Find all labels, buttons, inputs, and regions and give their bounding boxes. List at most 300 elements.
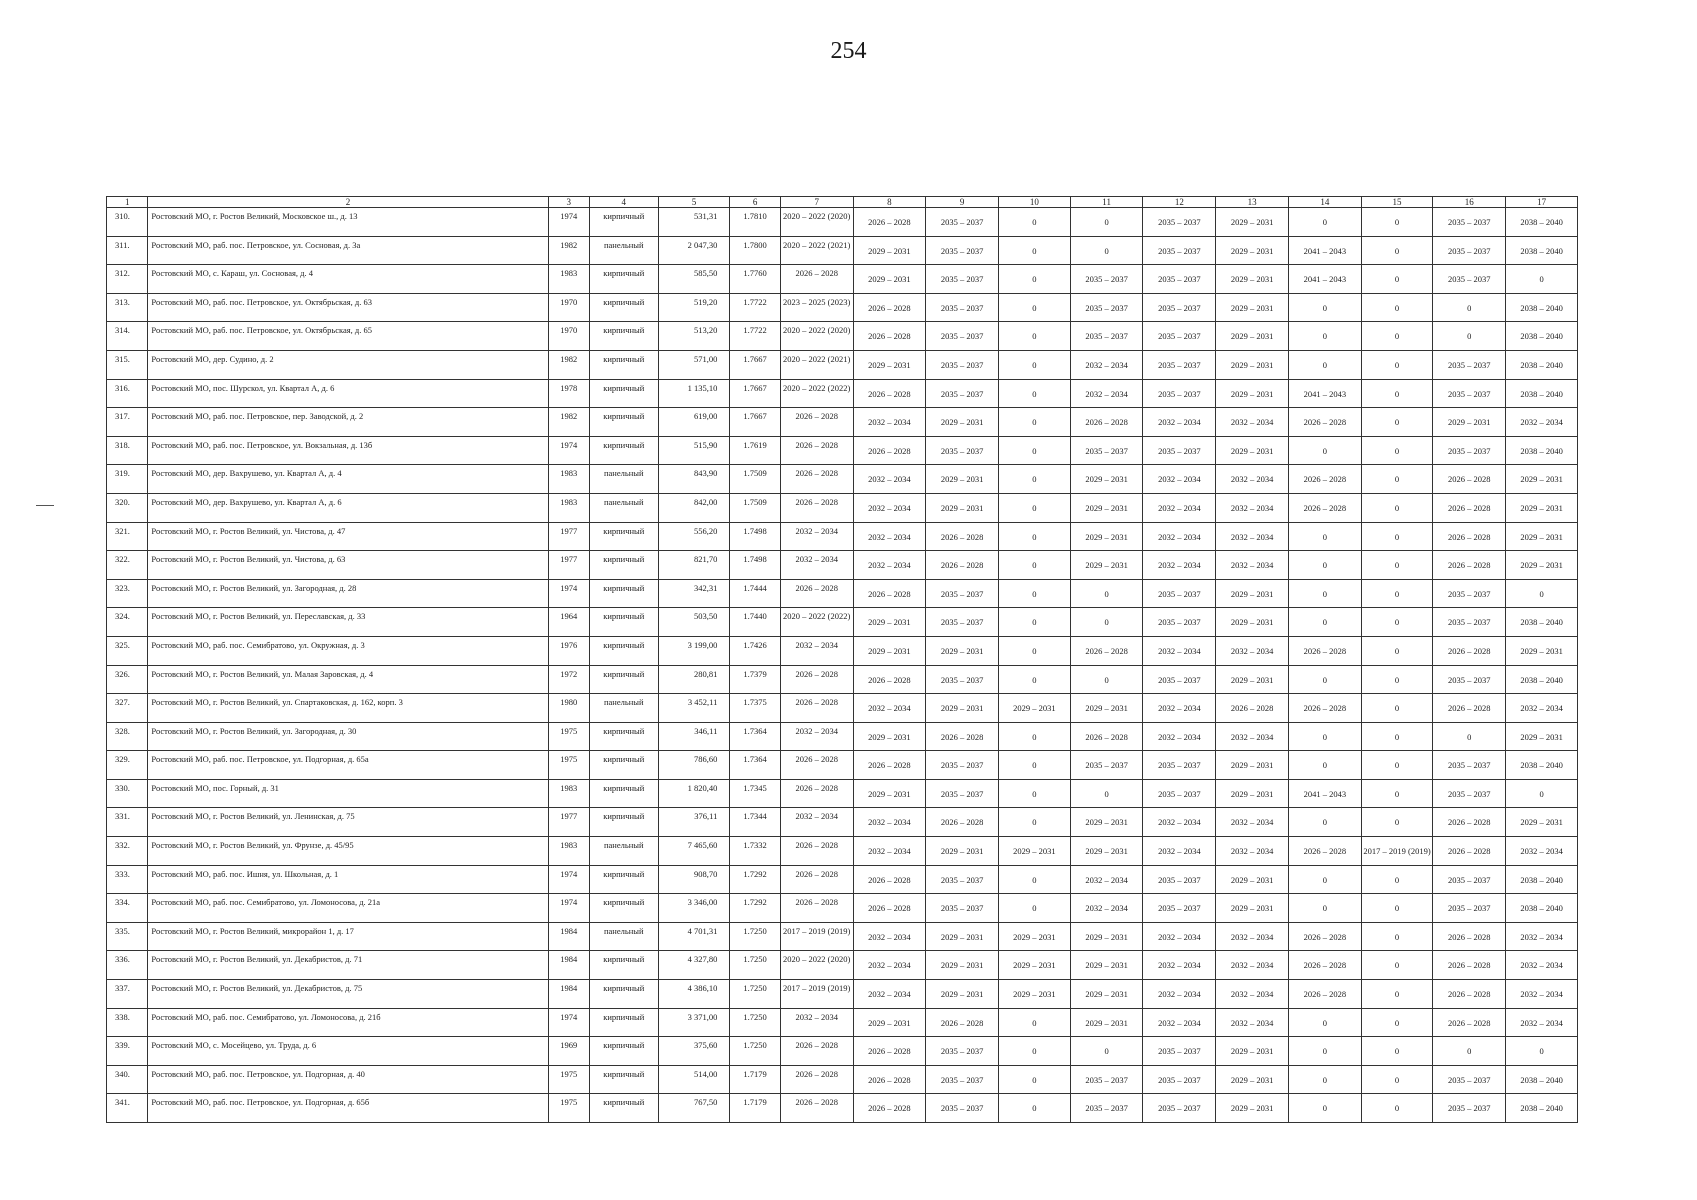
column-number-8: 8 (853, 197, 926, 208)
row-number-cell: 313. (107, 293, 148, 322)
period-10-cell: 0 (999, 408, 1071, 437)
period-8-cell: 2032 – 2034 (853, 808, 926, 837)
ratio-cell: 1.7364 (730, 751, 781, 780)
address-cell: Ростовский МО, раб. пос. Петровское, ул. Подгорная, д. 65а (148, 751, 548, 780)
period-10-cell: 0 (999, 779, 1071, 808)
period-9-cell: 2029 – 2031 (926, 980, 999, 1009)
period-8-cell: 2032 – 2034 (853, 493, 926, 522)
address-cell: Ростовский МО, г. Ростов Великий, ул. Малая Заровская, д. 4 (148, 665, 548, 694)
address-cell: Ростовский МО, пос. Шурскол, ул. Квартал А, д. 6 (148, 379, 548, 408)
table-body (107, 208, 1578, 1123)
ratio-cell: 1.7810 (730, 208, 781, 237)
period-8-cell: 2029 – 2031 (853, 236, 926, 265)
column-number-1: 1 (107, 197, 148, 208)
table-row (107, 722, 1578, 751)
period-10-cell: 0 (999, 1008, 1071, 1037)
table-row (107, 779, 1578, 808)
ratio-cell: 1.7444 (730, 579, 781, 608)
period-15-cell: 0 (1361, 522, 1433, 551)
period-15-cell: 0 (1361, 1094, 1433, 1123)
period-10-cell: 0 (999, 322, 1071, 351)
period-15-cell: 0 (1361, 865, 1433, 894)
area-cell: 503,50 (658, 608, 730, 637)
ratio-cell: 1.7292 (730, 865, 781, 894)
period-17-cell: 2029 – 2031 (1506, 465, 1578, 494)
period-16-cell: 2035 – 2037 (1433, 436, 1506, 465)
period-14-cell: 0 (1288, 1037, 1361, 1066)
area-cell: 342,31 (658, 579, 730, 608)
period-12-cell: 2032 – 2034 (1143, 951, 1216, 980)
period-11-cell: 2032 – 2034 (1070, 379, 1143, 408)
period-7-cell: 2017 – 2019 (2019) (780, 922, 853, 951)
ratio-cell: 1.7800 (730, 236, 781, 265)
address-cell: Ростовский МО, раб. пос. Петровское, ул. Подгорная, д. 40 (148, 1065, 548, 1094)
ratio-cell: 1.7440 (730, 608, 781, 637)
column-number-5: 5 (658, 197, 730, 208)
period-16-cell: 0 (1433, 1037, 1506, 1066)
period-11-cell: 2035 – 2037 (1070, 1094, 1143, 1123)
period-17-cell: 2029 – 2031 (1506, 522, 1578, 551)
period-11-cell: 2029 – 2031 (1070, 465, 1143, 494)
row-number-cell: 315. (107, 350, 148, 379)
wall-material-cell: кирпичный (589, 379, 658, 408)
period-17-cell: 2038 – 2040 (1506, 894, 1578, 923)
row-number-cell: 317. (107, 408, 148, 437)
period-12-cell: 2032 – 2034 (1143, 1008, 1216, 1037)
period-13-cell: 2032 – 2034 (1216, 493, 1289, 522)
period-12-cell: 2032 – 2034 (1143, 837, 1216, 866)
wall-material-cell: кирпичный (589, 1094, 658, 1123)
wall-material-cell: кирпичный (589, 980, 658, 1009)
ratio-cell: 1.7292 (730, 894, 781, 923)
period-7-cell: 2026 – 2028 (780, 779, 853, 808)
table-row (107, 922, 1578, 951)
period-15-cell: 0 (1361, 579, 1433, 608)
period-9-cell: 2035 – 2037 (926, 751, 999, 780)
period-14-cell: 2041 – 2043 (1288, 779, 1361, 808)
period-14-cell: 2026 – 2028 (1288, 465, 1361, 494)
period-13-cell: 2029 – 2031 (1216, 436, 1289, 465)
period-17-cell: 2038 – 2040 (1506, 865, 1578, 894)
period-14-cell: 0 (1288, 1094, 1361, 1123)
area-cell: 1 820,40 (658, 779, 730, 808)
period-8-cell: 2032 – 2034 (853, 980, 926, 1009)
period-12-cell: 2035 – 2037 (1143, 1037, 1216, 1066)
period-14-cell: 2026 – 2028 (1288, 980, 1361, 1009)
year-built-cell: 1974 (548, 865, 589, 894)
period-12-cell: 2032 – 2034 (1143, 980, 1216, 1009)
row-number-cell: 334. (107, 894, 148, 923)
period-17-cell: 2038 – 2040 (1506, 436, 1578, 465)
period-12-cell: 2035 – 2037 (1143, 1094, 1216, 1123)
table-row (107, 951, 1578, 980)
period-14-cell: 2041 – 2043 (1288, 379, 1361, 408)
period-15-cell: 0 (1361, 1008, 1433, 1037)
period-11-cell: 2026 – 2028 (1070, 408, 1143, 437)
table-row (107, 465, 1578, 494)
period-17-cell: 0 (1506, 265, 1578, 294)
year-built-cell: 1974 (548, 579, 589, 608)
ratio-cell: 1.7509 (730, 465, 781, 494)
wall-material-cell: кирпичный (589, 322, 658, 351)
row-number-cell: 331. (107, 808, 148, 837)
row-number-cell: 310. (107, 208, 148, 237)
period-15-cell: 0 (1361, 665, 1433, 694)
period-13-cell: 2026 – 2028 (1216, 694, 1289, 723)
period-16-cell: 2026 – 2028 (1433, 922, 1506, 951)
period-12-cell: 2032 – 2034 (1143, 408, 1216, 437)
wall-material-cell: кирпичный (589, 722, 658, 751)
period-16-cell: 0 (1433, 293, 1506, 322)
address-cell: Ростовский МО, г. Ростов Великий, ул. Фрунзе, д. 45/95 (148, 837, 548, 866)
wall-material-cell: кирпичный (589, 636, 658, 665)
area-cell: 375,60 (658, 1037, 730, 1066)
period-9-cell: 2035 – 2037 (926, 236, 999, 265)
address-cell: Ростовский МО, раб. пос. Петровское, ул. Октябрьская, д. 65 (148, 322, 548, 351)
period-16-cell: 2035 – 2037 (1433, 665, 1506, 694)
period-10-cell: 0 (999, 1037, 1071, 1066)
period-13-cell: 2029 – 2031 (1216, 1094, 1289, 1123)
table-row (107, 236, 1578, 265)
period-14-cell: 0 (1288, 865, 1361, 894)
period-7-cell: 2026 – 2028 (780, 665, 853, 694)
table-row (107, 1037, 1578, 1066)
period-7-cell: 2026 – 2028 (780, 1065, 853, 1094)
address-cell: Ростовский МО, раб. пос. Петровское, пер. Заводской, д. 2 (148, 408, 548, 437)
area-cell: 821,70 (658, 551, 730, 580)
period-12-cell: 2035 – 2037 (1143, 379, 1216, 408)
column-number-header (107, 197, 1578, 208)
period-17-cell: 2032 – 2034 (1506, 980, 1578, 1009)
period-9-cell: 2035 – 2037 (926, 436, 999, 465)
table-row (107, 293, 1578, 322)
table-row (107, 608, 1578, 637)
period-12-cell: 2035 – 2037 (1143, 751, 1216, 780)
period-11-cell: 2029 – 2031 (1070, 951, 1143, 980)
wall-material-cell: панельный (589, 837, 658, 866)
period-14-cell: 0 (1288, 522, 1361, 551)
table-row (107, 751, 1578, 780)
period-8-cell: 2026 – 2028 (853, 579, 926, 608)
period-14-cell: 0 (1288, 322, 1361, 351)
period-17-cell: 2029 – 2031 (1506, 722, 1578, 751)
area-cell: 842,00 (658, 493, 730, 522)
period-17-cell: 2038 – 2040 (1506, 236, 1578, 265)
period-14-cell: 2026 – 2028 (1288, 837, 1361, 866)
row-number-cell: 340. (107, 1065, 148, 1094)
period-16-cell: 2026 – 2028 (1433, 837, 1506, 866)
period-13-cell: 2029 – 2031 (1216, 579, 1289, 608)
period-10-cell: 0 (999, 608, 1071, 637)
area-cell: 571,00 (658, 350, 730, 379)
period-8-cell: 2026 – 2028 (853, 322, 926, 351)
period-8-cell: 2029 – 2031 (853, 265, 926, 294)
period-12-cell: 2035 – 2037 (1143, 236, 1216, 265)
period-16-cell: 2026 – 2028 (1433, 1008, 1506, 1037)
period-9-cell: 2029 – 2031 (926, 493, 999, 522)
address-cell: Ростовский МО, раб. пос. Петровское, ул. Октябрьская, д. 63 (148, 293, 548, 322)
row-number-cell: 323. (107, 579, 148, 608)
period-17-cell: 2032 – 2034 (1506, 837, 1578, 866)
area-cell: 3 371,00 (658, 1008, 730, 1037)
address-cell: Ростовский МО, с. Мосейцево, ул. Труда, д. 6 (148, 1037, 548, 1066)
period-16-cell: 2026 – 2028 (1433, 694, 1506, 723)
period-16-cell: 2026 – 2028 (1433, 522, 1506, 551)
period-11-cell: 2029 – 2031 (1070, 1008, 1143, 1037)
period-7-cell: 2026 – 2028 (780, 436, 853, 465)
year-built-cell: 1974 (548, 208, 589, 237)
table-row (107, 636, 1578, 665)
period-9-cell: 2029 – 2031 (926, 837, 999, 866)
year-built-cell: 1983 (548, 265, 589, 294)
ratio-cell: 1.7426 (730, 636, 781, 665)
table-row (107, 894, 1578, 923)
wall-material-cell: кирпичный (589, 551, 658, 580)
period-10-cell: 0 (999, 808, 1071, 837)
period-13-cell: 2029 – 2031 (1216, 379, 1289, 408)
row-number-cell: 314. (107, 322, 148, 351)
ratio-cell: 1.7375 (730, 694, 781, 723)
column-number-6: 6 (730, 197, 781, 208)
period-16-cell: 2035 – 2037 (1433, 579, 1506, 608)
period-15-cell: 0 (1361, 751, 1433, 780)
period-11-cell: 2029 – 2031 (1070, 694, 1143, 723)
address-cell: Ростовский МО, раб. пос. Петровское, ул. Подгорная, д. 65б (148, 1094, 548, 1123)
period-13-cell: 2029 – 2031 (1216, 894, 1289, 923)
period-11-cell: 2029 – 2031 (1070, 493, 1143, 522)
period-9-cell: 2029 – 2031 (926, 465, 999, 494)
period-11-cell: 2035 – 2037 (1070, 436, 1143, 465)
period-8-cell: 2026 – 2028 (853, 379, 926, 408)
period-13-cell: 2029 – 2031 (1216, 293, 1289, 322)
period-8-cell: 2029 – 2031 (853, 722, 926, 751)
period-9-cell: 2035 – 2037 (926, 293, 999, 322)
period-10-cell: 0 (999, 465, 1071, 494)
period-14-cell: 2026 – 2028 (1288, 493, 1361, 522)
table-row (107, 208, 1578, 237)
period-16-cell: 0 (1433, 722, 1506, 751)
period-14-cell: 0 (1288, 1008, 1361, 1037)
period-10-cell: 0 (999, 551, 1071, 580)
year-built-cell: 1982 (548, 408, 589, 437)
area-cell: 3 346,00 (658, 894, 730, 923)
address-cell: Ростовский МО, г. Ростов Великий, ул. Чистова, д. 47 (148, 522, 548, 551)
period-13-cell: 2029 – 2031 (1216, 350, 1289, 379)
table-row (107, 980, 1578, 1009)
row-number-cell: 327. (107, 694, 148, 723)
ratio-cell: 1.7509 (730, 493, 781, 522)
period-12-cell: 2032 – 2034 (1143, 922, 1216, 951)
period-10-cell: 0 (999, 208, 1071, 237)
period-12-cell: 2032 – 2034 (1143, 722, 1216, 751)
wall-material-cell: кирпичный (589, 208, 658, 237)
period-13-cell: 2032 – 2034 (1216, 837, 1289, 866)
address-cell: Ростовский МО, раб. пос. Семибратово, ул. Окружная, д. 3 (148, 636, 548, 665)
period-15-cell: 0 (1361, 722, 1433, 751)
period-15-cell: 2017 – 2019 (2019) (1361, 837, 1433, 866)
column-number-15: 15 (1361, 197, 1433, 208)
period-9-cell: 2035 – 2037 (926, 665, 999, 694)
table-row (107, 865, 1578, 894)
period-7-cell: 2017 – 2019 (2019) (780, 980, 853, 1009)
year-built-cell: 1964 (548, 608, 589, 637)
ratio-cell: 1.7250 (730, 922, 781, 951)
ratio-cell: 1.7250 (730, 1008, 781, 1037)
year-built-cell: 1974 (548, 894, 589, 923)
period-11-cell: 0 (1070, 208, 1143, 237)
table-row (107, 408, 1578, 437)
period-10-cell: 0 (999, 894, 1071, 923)
period-10-cell: 0 (999, 236, 1071, 265)
year-built-cell: 1975 (548, 751, 589, 780)
row-number-cell: 320. (107, 493, 148, 522)
period-11-cell: 0 (1070, 236, 1143, 265)
year-built-cell: 1977 (548, 551, 589, 580)
period-8-cell: 2026 – 2028 (853, 1065, 926, 1094)
area-cell: 908,70 (658, 865, 730, 894)
year-built-cell: 1984 (548, 980, 589, 1009)
period-7-cell: 2020 – 2022 (2022) (780, 379, 853, 408)
column-number-13: 13 (1216, 197, 1289, 208)
column-number-17: 17 (1506, 197, 1578, 208)
period-11-cell: 2035 – 2037 (1070, 751, 1143, 780)
period-16-cell: 2035 – 2037 (1433, 265, 1506, 294)
year-built-cell: 1980 (548, 694, 589, 723)
period-15-cell: 0 (1361, 493, 1433, 522)
period-7-cell: 2023 – 2025 (2023) (780, 293, 853, 322)
period-13-cell: 2032 – 2034 (1216, 922, 1289, 951)
area-cell: 585,50 (658, 265, 730, 294)
period-7-cell: 2020 – 2022 (2021) (780, 236, 853, 265)
year-built-cell: 1983 (548, 837, 589, 866)
period-17-cell: 2032 – 2034 (1506, 922, 1578, 951)
period-7-cell: 2026 – 2028 (780, 1094, 853, 1123)
period-17-cell: 2038 – 2040 (1506, 379, 1578, 408)
wall-material-cell: панельный (589, 493, 658, 522)
table-row (107, 665, 1578, 694)
column-number-14: 14 (1288, 197, 1361, 208)
period-7-cell: 2020 – 2022 (2022) (780, 608, 853, 637)
ratio-cell: 1.7250 (730, 980, 781, 1009)
table-row (107, 579, 1578, 608)
period-12-cell: 2035 – 2037 (1143, 579, 1216, 608)
period-13-cell: 2029 – 2031 (1216, 865, 1289, 894)
ratio-cell: 1.7379 (730, 665, 781, 694)
period-12-cell: 2035 – 2037 (1143, 293, 1216, 322)
wall-material-cell: кирпичный (589, 408, 658, 437)
period-8-cell: 2026 – 2028 (853, 894, 926, 923)
period-15-cell: 0 (1361, 894, 1433, 923)
period-15-cell: 0 (1361, 980, 1433, 1009)
period-10-cell: 0 (999, 579, 1071, 608)
period-14-cell: 0 (1288, 751, 1361, 780)
period-13-cell: 2029 – 2031 (1216, 751, 1289, 780)
period-11-cell: 0 (1070, 1037, 1143, 1066)
table-row (107, 808, 1578, 837)
wall-material-cell: панельный (589, 694, 658, 723)
period-8-cell: 2026 – 2028 (853, 1037, 926, 1066)
period-17-cell: 0 (1506, 579, 1578, 608)
period-15-cell: 0 (1361, 408, 1433, 437)
area-cell: 786,60 (658, 751, 730, 780)
period-15-cell: 0 (1361, 922, 1433, 951)
column-number-16: 16 (1433, 197, 1506, 208)
period-10-cell: 0 (999, 1065, 1071, 1094)
ratio-cell: 1.7344 (730, 808, 781, 837)
period-10-cell: 0 (999, 865, 1071, 894)
year-built-cell: 1978 (548, 379, 589, 408)
period-7-cell: 2026 – 2028 (780, 751, 853, 780)
period-8-cell: 2032 – 2034 (853, 837, 926, 866)
period-16-cell: 2026 – 2028 (1433, 551, 1506, 580)
period-14-cell: 0 (1288, 894, 1361, 923)
period-13-cell: 2029 – 2031 (1216, 608, 1289, 637)
row-number-cell: 341. (107, 1094, 148, 1123)
period-8-cell: 2026 – 2028 (853, 293, 926, 322)
period-13-cell: 2029 – 2031 (1216, 322, 1289, 351)
period-9-cell: 2029 – 2031 (926, 951, 999, 980)
year-built-cell: 1974 (548, 436, 589, 465)
period-13-cell: 2032 – 2034 (1216, 1008, 1289, 1037)
period-16-cell: 0 (1433, 322, 1506, 351)
period-11-cell: 2029 – 2031 (1070, 808, 1143, 837)
period-8-cell: 2029 – 2031 (853, 1008, 926, 1037)
ratio-cell: 1.7760 (730, 265, 781, 294)
period-12-cell: 2035 – 2037 (1143, 208, 1216, 237)
row-number-cell: 326. (107, 665, 148, 694)
address-cell: Ростовский МО, раб. пос. Семибратово, ул. Ломоносова, д. 21а (148, 894, 548, 923)
period-12-cell: 2035 – 2037 (1143, 265, 1216, 294)
period-16-cell: 2035 – 2037 (1433, 236, 1506, 265)
period-8-cell: 2032 – 2034 (853, 922, 926, 951)
period-9-cell: 2026 – 2028 (926, 808, 999, 837)
period-15-cell: 0 (1361, 1037, 1433, 1066)
period-13-cell: 2032 – 2034 (1216, 636, 1289, 665)
area-cell: 280,81 (658, 665, 730, 694)
period-17-cell: 2038 – 2040 (1506, 1094, 1578, 1123)
period-7-cell: 2026 – 2028 (780, 465, 853, 494)
period-15-cell: 0 (1361, 951, 1433, 980)
period-17-cell: 2038 – 2040 (1506, 665, 1578, 694)
ratio-cell: 1.7667 (730, 379, 781, 408)
year-built-cell: 1982 (548, 236, 589, 265)
period-14-cell: 0 (1288, 608, 1361, 637)
row-number-cell: 311. (107, 236, 148, 265)
period-15-cell: 0 (1361, 322, 1433, 351)
period-14-cell: 0 (1288, 722, 1361, 751)
period-11-cell: 2029 – 2031 (1070, 551, 1143, 580)
address-cell: Ростовский МО, дер. Судино, д. 2 (148, 350, 548, 379)
wall-material-cell: кирпичный (589, 865, 658, 894)
area-cell: 4 327,80 (658, 951, 730, 980)
period-16-cell: 2026 – 2028 (1433, 465, 1506, 494)
period-8-cell: 2026 – 2028 (853, 751, 926, 780)
address-cell: Ростовский МО, г. Ростов Великий, Московское ш., д. 13 (148, 208, 548, 237)
period-10-cell: 0 (999, 636, 1071, 665)
period-12-cell: 2035 – 2037 (1143, 322, 1216, 351)
area-cell: 531,31 (658, 208, 730, 237)
period-10-cell: 0 (999, 379, 1071, 408)
period-10-cell: 2029 – 2031 (999, 922, 1071, 951)
period-13-cell: 2029 – 2031 (1216, 236, 1289, 265)
column-number-3: 3 (548, 197, 589, 208)
period-15-cell: 0 (1361, 236, 1433, 265)
period-9-cell: 2026 – 2028 (926, 522, 999, 551)
period-9-cell: 2035 – 2037 (926, 894, 999, 923)
period-8-cell: 2029 – 2031 (853, 636, 926, 665)
period-16-cell: 2035 – 2037 (1433, 1094, 1506, 1123)
period-10-cell: 0 (999, 350, 1071, 379)
